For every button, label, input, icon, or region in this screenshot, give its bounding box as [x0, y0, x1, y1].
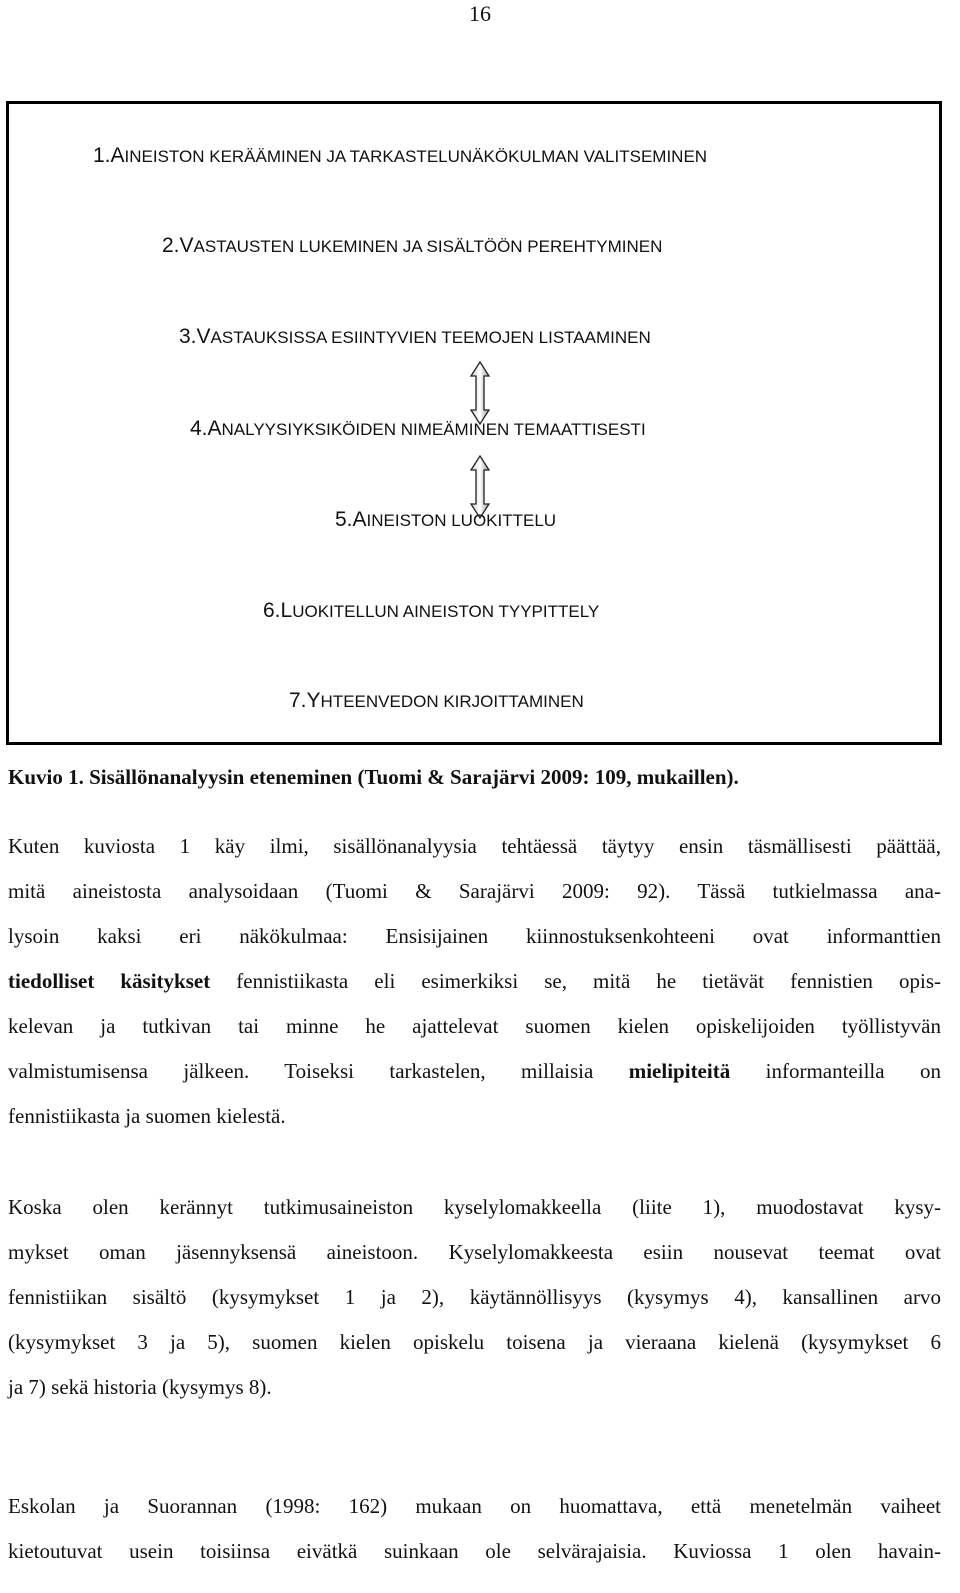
double-arrow-icon: [469, 361, 491, 425]
text-line: lysoin kaksi eri näkökulmaa: Ensisijainen kiinnostuksenkohteeni ovat informanttien: [8, 924, 941, 948]
figure-caption: Kuvio 1. Sisällönanalyysin eteneminen (Tuomi & Sarajärvi 2009: 109, mukaillen).: [8, 765, 739, 789]
text-line: kelevan ja tutkivan tai minne he ajattelevat suomen kielen opiskelijoiden työllistyvän: [8, 1014, 941, 1038]
text-line: Koska olen kerännyt tutkimusaineiston kyselylomakkeella (liite 1), muodostavat kysy-: [8, 1195, 941, 1219]
text-line: fennistiikasta ja suomen kielestä.: [8, 1104, 286, 1128]
process-figure: 1.AINEISTON KERÄÄMINEN JA TARKASTELUNÄKÖKULMAN VALITSEMINEN 2.VASTAUSTEN LUKEMINEN JA SISÄLTÖÖN PEREHTYMINEN 3.VASTAUKSISSA ESIINTYVIEN TEEMOJEN LISTAAMINEN 4.ANALYYSIYKSIKÖIDEN NIMEÄMINEN TEMAATTISESTI 5.AINEISTON LUOKITTELU 6.LUOKITELLUN AINEISTON TYYPITTELY 7.YHTEENVEDON KIRJOITTAMINEN: [6, 101, 942, 745]
bold-term: tiedolliset käsitykset: [8, 969, 211, 993]
text-line: Eskolan ja Suorannan (1998: 162) mukaan on huomattava, että menetelmän vaiheet: [8, 1494, 941, 1518]
text-line: (kysymykset 3 ja 5), suomen kielen opiskelu toisena ja vieraana kielenä (kysymykset 6: [8, 1330, 941, 1354]
text-line: kietoutuvat usein toisiinsa eivätkä suinkaan ole selvärajaisia. Kuviossa 1 olen havain-: [8, 1539, 941, 1563]
paragraph-3: [8, 1484, 941, 1574]
text-line: mykset oman jäsennyksensä aineistoon. Kyselylomakkeesta esiin nousevat teemat ovat: [8, 1240, 941, 1264]
page-number: 16: [469, 1, 491, 26]
paragraph-1: [8, 824, 941, 1139]
text-line: ja 7) sekä historia (kysymys 8).: [8, 1375, 272, 1399]
paragraph-2: [8, 1185, 941, 1410]
text-line: fennistiikan sisältö (kysymykset 1 ja 2), käytännöllisyys (kysymys 4), kansallinen arvo: [8, 1285, 941, 1309]
bold-term: mielipiteitä: [628, 1059, 731, 1083]
text-line: Kuten kuviosta 1 käy ilmi, sisällönanalyysia tehtäessä täytyy ensin täsmällisesti päättää,: [8, 834, 941, 858]
text-line: tiedolliset käsitykset fennistiikasta eli esimerkiksi se, mitä he tietävät fennistien opis-: [8, 969, 941, 993]
text-line: mitä aineistosta analysoidaan (Tuomi & Sarajärvi 2009: 92). Tässä tutkielmassa ana-: [8, 879, 941, 903]
text-line: valmistumisensa jälkeen. Toiseksi tarkastelen, millaisia mielipiteitä informanteilla on: [8, 1059, 941, 1083]
